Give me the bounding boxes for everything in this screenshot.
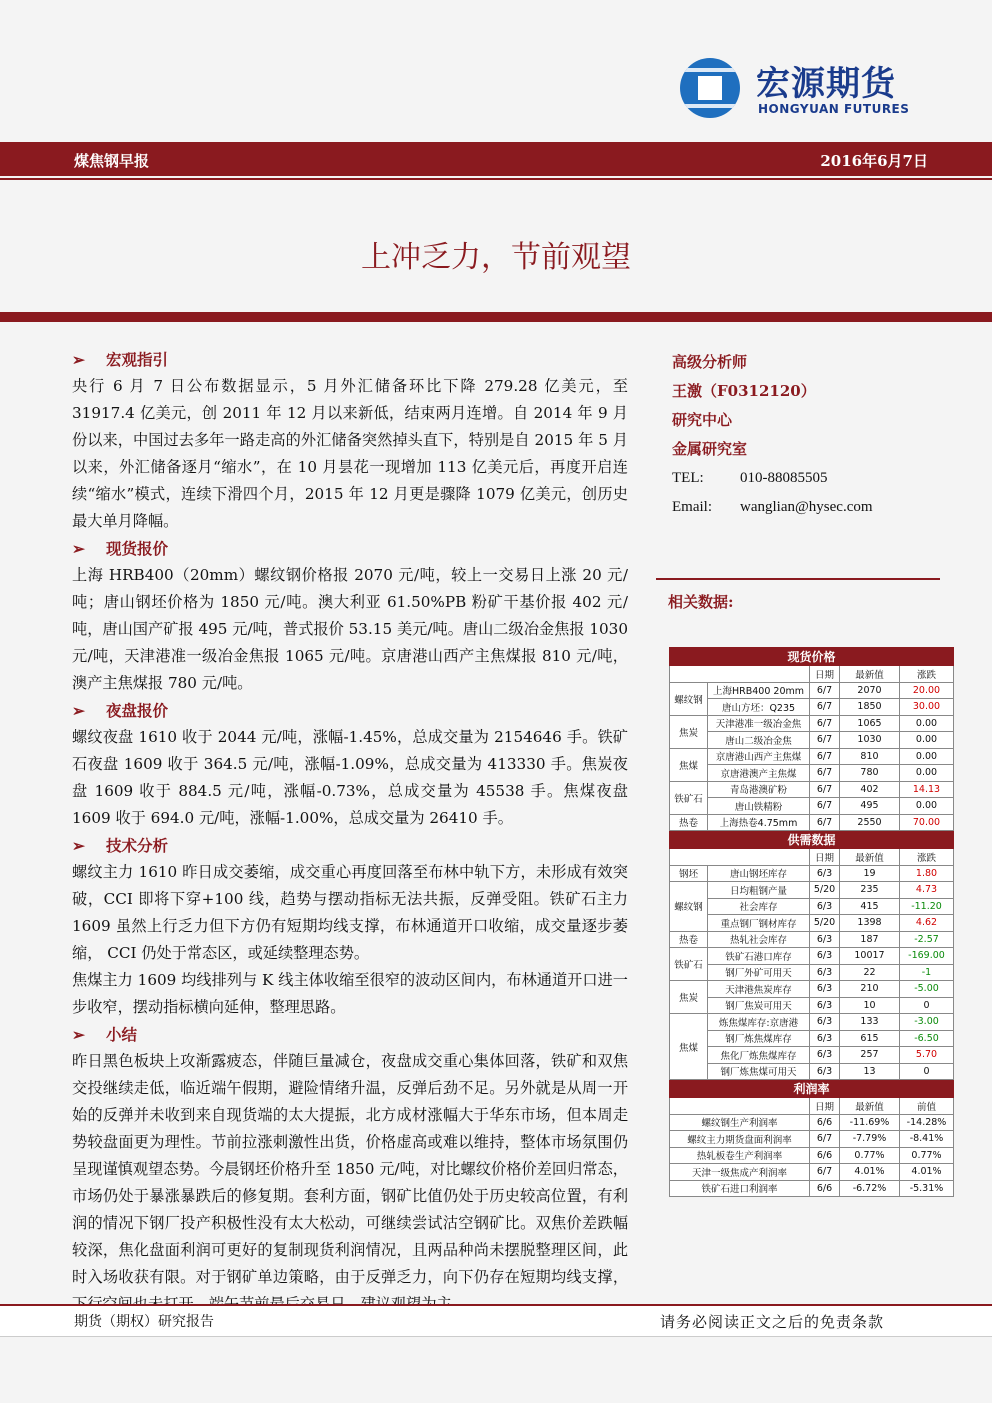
table-row <box>670 931 954 948</box>
table-row <box>670 865 954 882</box>
row-date: 6/3 <box>810 1063 840 1080</box>
row-category: 热卷 <box>670 931 708 948</box>
table-row <box>670 715 954 732</box>
row-change: 4.73 <box>900 882 954 899</box>
row-date: 5/20 <box>810 915 840 932</box>
row-change: 0.00 <box>900 732 954 749</box>
analyst-info <box>672 348 816 464</box>
table-row <box>670 1147 954 1164</box>
row-latest-value: 235 <box>840 882 900 899</box>
row-category: 焦炭 <box>670 715 708 748</box>
row-category: 铁矿石 <box>670 948 708 981</box>
company-logo <box>680 52 920 132</box>
section-paragraph: 螺纹主力 1610 昨日成交萎缩，成交重心再度回落至布林中轨下方，未形成有效突破，CCI 即将下穿+100 线，趋势与摆动指标无法共振，反弹受阻。铁矿石主力 1609 虽然上行乏力但下方仍有短期均线支撑，布林通道开口收缩，成交量逐步萎缩， CCI 仍处于常态区，或延续整理态势。 <box>72 863 628 962</box>
row-item-name: 螺纹钢生产利润率 <box>670 1114 810 1131</box>
row-item-name: 螺纹主力期货盘面利润率 <box>670 1131 810 1148</box>
row-change: 4.62 <box>900 915 954 932</box>
table-row <box>670 997 954 1014</box>
row-item-name: 唐山二级冶金焦 <box>708 732 810 749</box>
table-row <box>670 798 954 815</box>
row-date: 6/3 <box>810 1047 840 1064</box>
section-heading-text: 现货报价 <box>106 539 169 558</box>
tel-value: 010-88085505 <box>740 470 828 486</box>
table-section-header <box>670 831 954 849</box>
analyst-name: 王激（F0312120） <box>672 382 816 400</box>
section-paragraph: 螺纹夜盘 1610 收于 2044 元/吨，涨幅-1.45%，总成交量为 2154646 手。铁矿石夜盘 1609 收于 364.5 元/吨，涨幅-1.09%，总成交量为 413330 手。焦炭夜盘 1609 收于 884.5 元/吨，涨幅-0.73%，总成交量为 45538 手。焦煤夜盘 1609 收于 694.0 元/吨，涨幅-1.00%，总成交量为 26410 手。 <box>72 728 628 827</box>
table-row <box>670 1180 954 1197</box>
section-heading <box>72 346 628 373</box>
row-previous-value: -8.41% <box>900 1131 954 1148</box>
table-row <box>670 699 954 716</box>
row-category: 螺纹钢 <box>670 882 708 932</box>
report-header-bar <box>0 142 992 176</box>
row-change: 70.00 <box>900 814 954 831</box>
row-previous-value: 4.01% <box>900 1164 954 1181</box>
table-column-header <box>670 849 954 866</box>
row-date: 6/7 <box>810 682 840 699</box>
row-date: 6/3 <box>810 931 840 948</box>
row-change: 0 <box>900 1063 954 1080</box>
row-item-name: 天津港焦炭库存 <box>708 981 810 998</box>
logo-mark-icon <box>680 58 740 118</box>
row-latest-value: 257 <box>840 1047 900 1064</box>
row-date: 6/7 <box>810 748 840 765</box>
row-date: 6/3 <box>810 964 840 981</box>
row-item-name: 焦化厂炼焦煤库存 <box>708 1047 810 1064</box>
row-change: -6.50 <box>900 1030 954 1047</box>
row-item-name: 铁矿石港口库存 <box>708 948 810 965</box>
row-date: 6/7 <box>810 781 840 798</box>
row-latest-value: 2070 <box>840 682 900 699</box>
analyst-contact <box>672 464 873 522</box>
related-data-label: 相关数据: <box>668 593 734 611</box>
table-section-title: 利润率 <box>670 1080 954 1098</box>
table-section-title: 现货价格 <box>670 648 954 666</box>
analyst-dept: 研究中心 <box>672 411 733 429</box>
row-date: 6/7 <box>810 715 840 732</box>
table-header-blank <box>670 849 810 866</box>
sidebar-divider <box>656 578 940 580</box>
row-previous-value: -5.31% <box>900 1180 954 1197</box>
row-latest-value: 1065 <box>840 715 900 732</box>
table-row <box>670 915 954 932</box>
row-latest-value: 13 <box>840 1063 900 1080</box>
report-date: 2016年6月7日 <box>820 152 928 170</box>
row-latest-value: 19 <box>840 865 900 882</box>
row-latest-value: 780 <box>840 765 900 782</box>
row-item-name: 京唐港山西产主焦煤 <box>708 748 810 765</box>
report-body <box>72 346 628 1318</box>
row-change: -11.20 <box>900 898 954 915</box>
row-item-name: 日均粗钢产量 <box>708 882 810 899</box>
column-header: 涨跌 <box>900 666 954 683</box>
column-header: 日期 <box>810 666 840 683</box>
column-header: 日期 <box>810 1098 840 1115</box>
email-label: Email: <box>672 499 712 515</box>
row-latest-value: 495 <box>840 798 900 815</box>
column-header: 最新值 <box>840 666 900 683</box>
row-item-name: 唐山钢坯库存 <box>708 865 810 882</box>
row-item-name: 炼焦煤库存:京唐港 <box>708 1014 810 1031</box>
column-header: 最新值 <box>840 849 900 866</box>
row-latest-value: 1030 <box>840 732 900 749</box>
column-header: 日期 <box>810 849 840 866</box>
row-date: 6/7 <box>810 814 840 831</box>
row-item-name: 唐山方坯：Q235 <box>708 699 810 716</box>
row-date: 6/7 <box>810 732 840 749</box>
row-category: 焦炭 <box>670 981 708 1014</box>
row-item-name: 上海HRB400 20mm <box>708 682 810 699</box>
row-date: 6/3 <box>810 1014 840 1031</box>
section-heading-text: 夜盘报价 <box>106 701 169 720</box>
row-previous-value: 0.77% <box>900 1147 954 1164</box>
row-change: 20.00 <box>900 682 954 699</box>
section-heading <box>72 1021 628 1048</box>
row-change: 0.00 <box>900 798 954 815</box>
row-date: 6/3 <box>810 865 840 882</box>
table-row <box>670 748 954 765</box>
table-row <box>670 1114 954 1131</box>
footer-disclaimer[interactable]: 请务必阅读正文之后的免责条款 <box>659 1313 884 1331</box>
table-row <box>670 882 954 899</box>
row-latest-value: 187 <box>840 931 900 948</box>
row-change: 0 <box>900 997 954 1014</box>
row-previous-value: -14.28% <box>900 1114 954 1131</box>
arrow-bullet-icon: ➢ <box>72 350 85 369</box>
row-change: -3.00 <box>900 1014 954 1031</box>
row-category: 热卷 <box>670 814 708 831</box>
row-latest-value: 4.01% <box>840 1164 900 1181</box>
footer-bottom-line <box>0 1336 992 1337</box>
section-heading-text: 技术分析 <box>106 836 169 855</box>
table-section-title: 供需数据 <box>670 831 954 849</box>
arrow-bullet-icon: ➢ <box>72 836 85 855</box>
table-column-header <box>670 1098 954 1115</box>
row-item-name: 上海热卷4.75mm <box>708 814 810 831</box>
row-latest-value: -6.72% <box>840 1180 900 1197</box>
table-section-header <box>670 1080 954 1098</box>
table-row <box>670 948 954 965</box>
row-change: 0.00 <box>900 765 954 782</box>
row-latest-value: 22 <box>840 964 900 981</box>
row-date: 6/7 <box>810 1131 840 1148</box>
row-change: 5.70 <box>900 1047 954 1064</box>
table-row <box>670 732 954 749</box>
row-category: 焦煤 <box>670 1014 708 1080</box>
section-heading-text: 宏观指引 <box>106 350 169 369</box>
table-row <box>670 981 954 998</box>
column-header: 涨跌 <box>900 849 954 866</box>
row-change: 0.00 <box>900 715 954 732</box>
table-row <box>670 964 954 981</box>
logo-english-name: HONGYUAN FUTURES <box>758 102 910 116</box>
row-item-name: 钢厂焦炭可用天 <box>708 997 810 1014</box>
row-date: 6/3 <box>810 997 840 1014</box>
table-row <box>670 1047 954 1064</box>
table-row <box>670 814 954 831</box>
row-change: -169.00 <box>900 948 954 965</box>
row-category: 焦煤 <box>670 748 708 781</box>
table-row <box>670 1164 954 1181</box>
row-item-name: 京唐港澳产主焦煤 <box>708 765 810 782</box>
row-date: 6/7 <box>810 1164 840 1181</box>
row-item-name: 铁矿石进口利润率 <box>670 1180 810 1197</box>
row-date: 5/20 <box>810 882 840 899</box>
arrow-bullet-icon: ➢ <box>72 1025 85 1044</box>
section-heading-text: 小结 <box>106 1025 138 1044</box>
row-item-name: 社会库存 <box>708 898 810 915</box>
table-row <box>670 781 954 798</box>
row-latest-value: 1850 <box>840 699 900 716</box>
row-item-name: 天津一级焦成产利润率 <box>670 1164 810 1181</box>
arrow-bullet-icon: ➢ <box>72 701 85 720</box>
row-latest-value: 810 <box>840 748 900 765</box>
row-date: 6/3 <box>810 948 840 965</box>
row-latest-value: 10017 <box>840 948 900 965</box>
row-latest-value: 2550 <box>840 814 900 831</box>
row-item-name: 钢厂炼焦煤可用天 <box>708 1063 810 1080</box>
row-latest-value: -7.79% <box>840 1131 900 1148</box>
row-date: 6/3 <box>810 981 840 998</box>
table-row <box>670 1131 954 1148</box>
row-latest-value: 615 <box>840 1030 900 1047</box>
row-date: 6/7 <box>810 798 840 815</box>
page-footer <box>0 1306 992 1336</box>
row-latest-value: -11.69% <box>840 1114 900 1131</box>
table-section-header <box>670 648 954 666</box>
row-date: 6/3 <box>810 1030 840 1047</box>
row-latest-value: 210 <box>840 981 900 998</box>
email-link[interactable]: wanglian@hysec.com <box>740 499 873 515</box>
row-change: -5.00 <box>900 981 954 998</box>
row-latest-value: 1398 <box>840 915 900 932</box>
row-item-name: 青岛港澳矿粉 <box>708 781 810 798</box>
analyst-title: 高级分析师 <box>672 353 748 371</box>
row-latest-value: 402 <box>840 781 900 798</box>
row-date: 6/7 <box>810 699 840 716</box>
row-change: -2.57 <box>900 931 954 948</box>
row-category: 钢坯 <box>670 865 708 882</box>
footer-report-type: 期货（期权）研究报告 <box>74 1314 214 1330</box>
row-change: 1.80 <box>900 865 954 882</box>
title-divider <box>0 312 992 322</box>
table-column-header <box>670 666 954 683</box>
section-heading <box>72 832 628 859</box>
table-row <box>670 1030 954 1047</box>
row-category: 铁矿石 <box>670 781 708 814</box>
row-item-name: 热轧板卷生产利润率 <box>670 1147 810 1164</box>
section-heading <box>72 535 628 562</box>
row-change: 0.00 <box>900 748 954 765</box>
column-header: 前值 <box>900 1098 954 1115</box>
row-date: 6/7 <box>810 765 840 782</box>
analyst-subdept: 金属研究室 <box>672 440 748 458</box>
section-paragraph: 焦煤主力 1609 均线排列与 K 线主体收缩至很窄的波动区间内，布林通道开口进一步收窄，摆动指标横向延伸，整理思路。 <box>72 971 628 1016</box>
table-row <box>670 765 954 782</box>
row-date: 6/6 <box>810 1114 840 1131</box>
section-paragraph: 上海 HRB400（20mm）螺纹钢价格报 2070 元/吨，较上一交易日上涨 20 元/吨；唐山钢坯价格为 1850 元/吨。澳大利亚 61.50%PB 粉矿干基价报 402 元/吨，唐山国产矿报 495 元/吨，普式报价 53.15 美元/吨。唐山二级冶金焦报 1030 元/吨，天津港准一级冶金焦报 1065 元/吨。京唐港山西产主焦煤报 810 元/吨，澳产主焦煤报 780 元/吨。 <box>72 566 628 692</box>
table-row <box>670 682 954 699</box>
row-date: 6/6 <box>810 1180 840 1197</box>
row-change: 14.13 <box>900 781 954 798</box>
column-header: 最新值 <box>840 1098 900 1115</box>
report-name: 煤焦钢早报 <box>74 152 150 170</box>
row-item-name: 钢厂外矿可用天 <box>708 964 810 981</box>
row-change: -1 <box>900 964 954 981</box>
row-item-name: 唐山铁精粉 <box>708 798 810 815</box>
row-item-name: 天津港准一级冶金焦 <box>708 715 810 732</box>
row-latest-value: 415 <box>840 898 900 915</box>
table-row <box>670 1063 954 1080</box>
row-change: 30.00 <box>900 699 954 716</box>
table-header-blank <box>670 666 810 683</box>
tel-label: TEL: <box>672 470 704 486</box>
header-divider <box>0 178 992 180</box>
row-latest-value: 10 <box>840 997 900 1014</box>
section-paragraph: 昨日黑色板块上攻渐露疲态，伴随巨量减仓，夜盘成交重心集体回落，铁矿和双焦交投继续走低，临近端午假期，避险情绪升温，反弹后劲不足。另外就是从周一开始的反弹并未收到来自现货端的太大提振，北方成材涨幅大于华东市场，但本周走势较盘面更为理性。节前拉涨刺激性出货，价格虚高或难以维持，整体市场氛围仍呈现谨慎观望态势。今晨钢坯价格升至 1850 元/吨，对比螺纹价格价差回归常态，市场仍处于暴涨暴跌后的修复期。套利方面，钢矿比值仍处于历史较高位置，有利润的情况下钢厂投产积极性没有太大松动，可继续尝试沽空钢矿比。双焦价差跌幅较深，焦化盘面利润可更好的复制现货利润情况，且两品种尚未摆脱整理区间，此时入场收获有限。对于钢矿单边策略，由于反弹乏力，向下仍存在短期均线支撑， <box>72 1052 628 1286</box>
market-data-table <box>669 647 954 1197</box>
table-row <box>670 898 954 915</box>
table-row <box>670 1014 954 1031</box>
row-date: 6/6 <box>810 1147 840 1164</box>
section-heading <box>72 697 628 724</box>
table-header-blank <box>670 1098 810 1115</box>
row-item-name: 重点钢厂钢材库存 <box>708 915 810 932</box>
row-item-name: 热轧社会库存 <box>708 931 810 948</box>
row-latest-value: 133 <box>840 1014 900 1031</box>
section-paragraph: 央行 6 月 7 日公布数据显示，5 月外汇储备环比下降 279.28 亿美元，至 31917.4 亿美元，创 2011 年 12 月以来新低，结束两月连增。自 2014 年 9 月份以来，中国过去多年一路走高的外汇储备突然掉头直下，特别是自 2015 年 5 月以来，外汇储备逐月“缩水”，在 10 月昙花一现增加 113 亿美元后，再度开启连续“缩水”模式，连续下滑四个月，2015 年 12 月更是骤降 1079 亿美元，创历史最大单月降幅。 <box>72 377 628 530</box>
logo-chinese-name: 宏源期货 <box>756 64 896 104</box>
row-latest-value: 0.77% <box>840 1147 900 1164</box>
row-date: 6/3 <box>810 898 840 915</box>
arrow-bullet-icon: ➢ <box>72 539 85 558</box>
row-category: 螺纹钢 <box>670 682 708 715</box>
page-title: 上冲乏力，节前观望 <box>361 240 631 275</box>
row-item-name: 钢厂炼焦煤库存 <box>708 1030 810 1047</box>
